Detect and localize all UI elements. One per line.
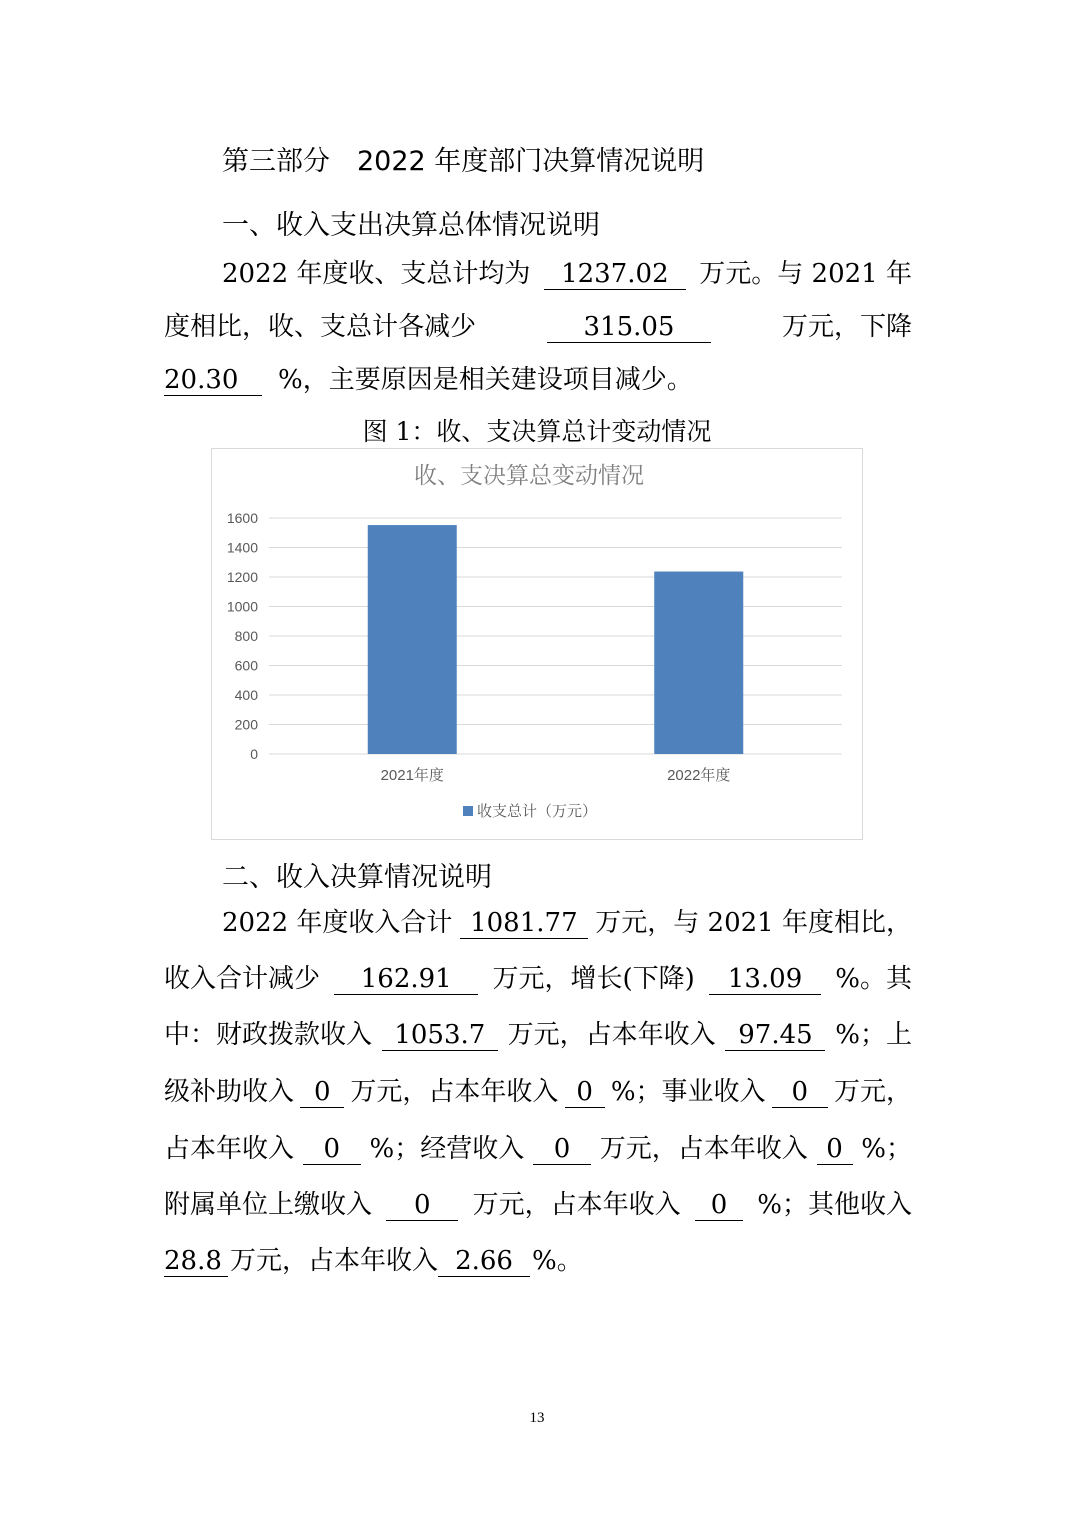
chart-title: 收、支决算总变动情况 <box>414 462 644 488</box>
page-number: 13 <box>529 1410 545 1426</box>
income-total-value: 1081.77 <box>460 908 588 939</box>
x-tick-label: 2022年度 <box>667 767 731 784</box>
text-run: %；上 <box>835 1020 912 1050</box>
business-income-percent: 0 <box>303 1134 361 1165</box>
legend-swatch <box>463 806 473 816</box>
text-run: 万元， <box>833 1077 912 1107</box>
text-run: 万元，增长(下降) <box>492 964 695 994</box>
y-tick-label: 400 <box>234 687 258 703</box>
y-tick-label: 1400 <box>226 539 258 556</box>
fiscal-income-value: 1053.7 <box>382 1020 498 1051</box>
x-tick-label: 2021年度 <box>380 767 444 784</box>
text-run: 万元，占本年收入 <box>472 1190 681 1220</box>
text-run: 万元，占本年收入 <box>507 1020 716 1050</box>
y-axis-ticks <box>227 510 258 762</box>
y-tick-label: 1600 <box>226 510 258 526</box>
legend-label: 收支总计（万元） <box>477 803 598 820</box>
text-run: %； <box>861 1134 912 1164</box>
y-tick-label: 1000 <box>226 598 258 615</box>
section2-heading: 二、收入决算情况说明 <box>222 862 492 893</box>
operating-income-percent: 0 <box>817 1134 853 1165</box>
figure-caption: 图 1：收、支决算总计变动情况 <box>362 417 712 446</box>
text-run: %。 <box>532 1246 583 1276</box>
text-run: 万元。与 2021 年 <box>699 259 912 289</box>
bar <box>654 572 743 754</box>
section1-heading: 一、收入支出决算总体情况说明 <box>222 210 600 241</box>
text-run: 万元，占本年收入 <box>230 1246 439 1276</box>
chart-container <box>211 448 863 840</box>
operating-income-value: 0 <box>533 1134 591 1165</box>
paragraph-line <box>164 359 912 399</box>
text-run: 2022 年度收、支总计均为 <box>222 259 531 289</box>
x-axis-ticks <box>381 766 731 784</box>
y-tick-label: 600 <box>234 657 258 674</box>
other-income-percent: 2.66 <box>438 1246 530 1277</box>
part-heading: 第三部分 2022 年度部门决算情况说明 <box>222 146 705 177</box>
y-tick-label: 800 <box>234 628 258 644</box>
decrease-value: 315.05 <box>547 312 711 343</box>
text-run: 度相比，收、支总计各减少 <box>164 312 477 342</box>
paragraph-line <box>164 1128 912 1168</box>
text-run: 收入合计减少 <box>164 964 321 994</box>
decline-percent: 20.30 <box>164 365 262 396</box>
paragraph-line <box>164 1014 912 1054</box>
chart-gridlines <box>269 518 842 754</box>
affiliated-income-percent: 0 <box>695 1190 743 1221</box>
bar <box>368 525 457 754</box>
business-income-value: 0 <box>772 1077 828 1108</box>
paragraph-line <box>164 958 912 998</box>
bar-chart <box>212 449 862 839</box>
paragraph-line <box>222 253 912 293</box>
text-run: %；经营收入 <box>369 1134 525 1164</box>
text-run: %；事业收入 <box>610 1077 766 1107</box>
text-run: %。其 <box>835 964 912 994</box>
text-run: 万元，占本年收入 <box>350 1077 559 1107</box>
paragraph-line <box>222 902 912 942</box>
text-run: %，主要原因是相关建设项目减少。 <box>278 365 693 395</box>
text-run: 中：财政拨款收入 <box>164 1020 373 1050</box>
chart-legend <box>463 803 597 820</box>
text-run: 万元，占本年收入 <box>599 1134 808 1164</box>
chart-bars <box>368 525 744 754</box>
text-run: 级补助收入 <box>164 1077 295 1107</box>
text-run: 万元，下降 <box>781 312 912 342</box>
other-income-value: 28.8 <box>164 1246 228 1277</box>
text-run: %；其他收入 <box>757 1190 912 1220</box>
y-tick-label: 1200 <box>226 569 258 585</box>
affiliated-income-value: 0 <box>386 1190 458 1221</box>
text-run: 2022 年度收入合计 <box>222 908 453 938</box>
text-run: 附属单位上缴收入 <box>164 1190 373 1220</box>
superior-subsidy-percent: 0 <box>565 1077 605 1108</box>
y-tick-label: 200 <box>234 716 258 733</box>
paragraph-line <box>164 1184 912 1224</box>
superior-subsidy-value: 0 <box>300 1077 344 1108</box>
total-value: 1237.02 <box>544 259 686 290</box>
paragraph-line <box>164 1240 912 1280</box>
y-tick-label: 0 <box>250 746 258 762</box>
text-run: 万元，与 2021 年度相比， <box>595 908 912 938</box>
text-run: 占本年收入 <box>164 1134 295 1164</box>
paragraph-line <box>164 1071 912 1111</box>
paragraph-line <box>164 306 912 346</box>
income-decrease-value: 162.91 <box>334 964 478 995</box>
fiscal-income-percent: 97.45 <box>725 1020 825 1051</box>
income-change-percent: 13.09 <box>709 964 821 995</box>
